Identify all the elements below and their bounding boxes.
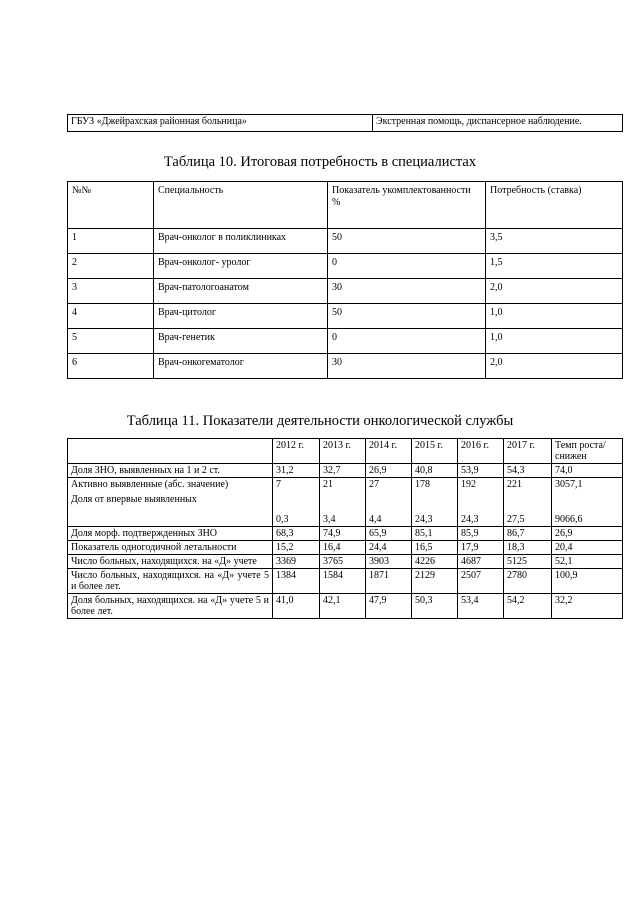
table-row bbox=[68, 594, 623, 619]
table-cell: 50 bbox=[328, 304, 486, 329]
oncology-indicators-table bbox=[67, 438, 623, 619]
table-row bbox=[68, 464, 623, 478]
table-cell: 3057,1 9066,6 bbox=[552, 478, 623, 527]
table-cell: 54,3 bbox=[504, 464, 552, 478]
table-cell: 221 27,5 bbox=[504, 478, 552, 527]
table-cell: 26,9 bbox=[552, 527, 623, 541]
table-cell: Врач-онколог в поликлиниках bbox=[154, 229, 328, 254]
table-cell: 31,2 bbox=[273, 464, 320, 478]
table-cell: 52,1 bbox=[552, 555, 623, 569]
table-cell: 0 bbox=[328, 329, 486, 354]
table-cell: 54,2 bbox=[504, 594, 552, 619]
column-header bbox=[68, 439, 273, 464]
column-header: Темп роста/ снижен bbox=[552, 439, 623, 464]
table-cell: 4687 bbox=[458, 555, 504, 569]
table-cell: 27 4,4 bbox=[366, 478, 412, 527]
table-cell: 1,5 bbox=[486, 254, 623, 279]
table-11-title: Таблица 11. Показатели деятельности онкологической службы bbox=[126, 413, 514, 429]
table-cell: 2129 bbox=[412, 569, 458, 594]
table-cell: 21 3,4 bbox=[320, 478, 366, 527]
facility-table bbox=[67, 114, 623, 132]
table-cell: 18,3 bbox=[504, 541, 552, 555]
table-cell: 2 bbox=[68, 254, 154, 279]
table-row bbox=[68, 279, 623, 304]
column-header: №№ bbox=[68, 182, 154, 229]
table-cell: 2780 bbox=[504, 569, 552, 594]
row-label bbox=[68, 478, 273, 527]
table-header-row bbox=[68, 182, 623, 229]
table-cell: 26,9 bbox=[366, 464, 412, 478]
column-header: 2014 г. bbox=[366, 439, 412, 464]
row-label: Доля ЗНО, выявленных на 1 и 2 ст. bbox=[68, 464, 273, 478]
table-cell: 41,0 bbox=[273, 594, 320, 619]
table-cell: 86,7 bbox=[504, 527, 552, 541]
table-cell: 74,9 bbox=[320, 527, 366, 541]
table-cell: 20,4 bbox=[552, 541, 623, 555]
specialists-table bbox=[67, 181, 623, 379]
table-cell: Врач-патологоанатом bbox=[154, 279, 328, 304]
column-header: Специальность bbox=[154, 182, 328, 229]
row-label: Доля больных, находящихся. на «Д» учете 5 и более лет. bbox=[68, 594, 273, 619]
table-cell: 0 bbox=[328, 254, 486, 279]
table-cell: 50,3 bbox=[412, 594, 458, 619]
table-cell: 32,2 bbox=[552, 594, 623, 619]
table-row bbox=[68, 527, 623, 541]
table-cell: 24,4 bbox=[366, 541, 412, 555]
table-cell: 32,7 bbox=[320, 464, 366, 478]
facility-services-cell: Экстренная помощь, диспансерное наблюдение. bbox=[373, 115, 623, 132]
facility-name-cell: ГБУЗ «Джейрахская районная больница» bbox=[68, 115, 373, 132]
table-cell: 42,1 bbox=[320, 594, 366, 619]
table-cell: 100,9 bbox=[552, 569, 623, 594]
table-cell: 3 bbox=[68, 279, 154, 304]
table-row bbox=[68, 229, 623, 254]
table-row bbox=[68, 555, 623, 569]
table-cell: 3369 bbox=[273, 555, 320, 569]
table-cell: Врач-цитолог bbox=[154, 304, 328, 329]
table-cell: 4 bbox=[68, 304, 154, 329]
table-row bbox=[68, 354, 623, 379]
table-cell: 4226 bbox=[412, 555, 458, 569]
table-cell: 15,2 bbox=[273, 541, 320, 555]
column-header: 2015 г. bbox=[412, 439, 458, 464]
table-cell: 1 bbox=[68, 229, 154, 254]
column-header: Показатель укомплектованности % bbox=[328, 182, 486, 229]
row-label-line: Активно выявленные (абс. значение) bbox=[71, 479, 229, 490]
table-cell: 7 0,3 bbox=[273, 478, 320, 527]
table-row bbox=[68, 478, 623, 527]
table-cell: 50 bbox=[328, 229, 486, 254]
table-cell: 2,0 bbox=[486, 354, 623, 379]
table-row bbox=[68, 569, 623, 594]
table-cell: 17,9 bbox=[458, 541, 504, 555]
table-10-title: Таблица 10. Итоговая потребность в специалистах bbox=[163, 154, 477, 170]
table-cell: 65,9 bbox=[366, 527, 412, 541]
table-cell: 192 24,3 bbox=[458, 478, 504, 527]
table-cell: 30 bbox=[328, 354, 486, 379]
row-label: Число больных, находящихся. на «Д» учете bbox=[68, 555, 273, 569]
table-cell: 3765 bbox=[320, 555, 366, 569]
table-cell: 74,0 bbox=[552, 464, 623, 478]
table-cell: 40,8 bbox=[412, 464, 458, 478]
table-cell: 2507 bbox=[458, 569, 504, 594]
table-cell: 5 bbox=[68, 329, 154, 354]
column-header: 2017 г. bbox=[504, 439, 552, 464]
table-cell: 53,4 bbox=[458, 594, 504, 619]
column-header: 2013 г. bbox=[320, 439, 366, 464]
row-label-line: Доля от впервые выявленных bbox=[71, 494, 197, 505]
table-row bbox=[68, 329, 623, 354]
column-header: 2012 г. bbox=[273, 439, 320, 464]
table-cell: 1,0 bbox=[486, 304, 623, 329]
table-row bbox=[68, 541, 623, 555]
table-cell: 3,5 bbox=[486, 229, 623, 254]
table-cell: 1,0 bbox=[486, 329, 623, 354]
table-cell: 47,9 bbox=[366, 594, 412, 619]
table-row bbox=[68, 115, 623, 132]
column-header: Потребность (ставка) bbox=[486, 182, 623, 229]
row-label: Показатель одногодичной летальности bbox=[68, 541, 273, 555]
table-cell: 2,0 bbox=[486, 279, 623, 304]
table-header-row bbox=[68, 439, 623, 464]
table-cell: 16,4 bbox=[320, 541, 366, 555]
table-cell: 85,1 bbox=[412, 527, 458, 541]
table-cell: 1871 bbox=[366, 569, 412, 594]
table-cell: 6 bbox=[68, 354, 154, 379]
table-cell: 53,9 bbox=[458, 464, 504, 478]
table-cell: 178 24,3 bbox=[412, 478, 458, 527]
table-cell: 30 bbox=[328, 279, 486, 304]
table-cell: Врач-онкогематолог bbox=[154, 354, 328, 379]
table-cell: 85,9 bbox=[458, 527, 504, 541]
table-cell: Врач-онколог- уролог bbox=[154, 254, 328, 279]
table-cell: 3903 bbox=[366, 555, 412, 569]
column-header: 2016 г. bbox=[458, 439, 504, 464]
table-row bbox=[68, 304, 623, 329]
row-label: Доля морф. подтвержденных ЗНО bbox=[68, 527, 273, 541]
row-label: Число больных, находящихся. на «Д» учете 5 и более лет. bbox=[68, 569, 273, 594]
table-cell: 5125 bbox=[504, 555, 552, 569]
table-cell: Врач-генетик bbox=[154, 329, 328, 354]
table-row bbox=[68, 254, 623, 279]
table-cell: 16,5 bbox=[412, 541, 458, 555]
table-cell: 68,3 bbox=[273, 527, 320, 541]
table-cell: 1384 bbox=[273, 569, 320, 594]
table-cell: 1584 bbox=[320, 569, 366, 594]
